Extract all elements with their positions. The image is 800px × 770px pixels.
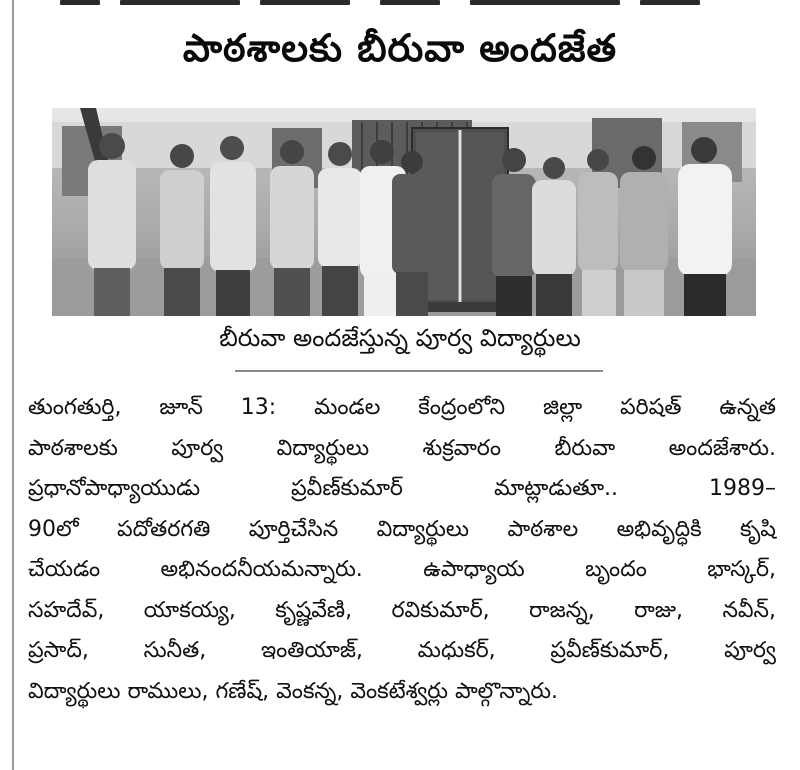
body-line: 90లో పదోతరగతి పూర్తిచేసిన విద్యార్థులు పాఠశాల అభివృద్ధికి కృషి — [28, 516, 776, 542]
article-body — [28, 388, 776, 712]
previous-article-text-fragment — [60, 0, 700, 6]
body-line: ప్రధానోపాధ్యాయుడు ప్రవీణ్‌కుమార్ మాట్లాడుతూ.. 1989– — [28, 476, 776, 501]
news-photo — [52, 108, 756, 316]
caption-divider — [235, 370, 603, 372]
body-line: ప్రసాద్, సునీత, ఇంతియాజ్, మధుకర్, ప్రవీణ్‌కుమార్, పూర్వ — [28, 638, 776, 663]
group-photo-illustration — [52, 108, 756, 316]
photo-caption: బీరువా అందజేస్తున్న పూర్వ విద్యార్థులు — [219, 324, 581, 352]
article-headline: పాఠశాలకు బీరువా అందజేత — [182, 26, 618, 70]
body-line: చేయడం అభినందనీయమన్నారు. ఉపాధ్యాయ బృందం భాస్కర్, — [28, 557, 776, 582]
body-line: విద్యార్థులు రాములు, గణేష్, వెంకన్న, వెంకటేశ్వర్లు పాల్గొన్నారు. — [28, 678, 558, 704]
body-line: తుంగతుర్తి, జూన్ 13: మండల కేంద్రంలోని జిల్లా పరిషత్ ఉన్నత — [28, 395, 776, 420]
body-line: సహదేవ్, యాకయ్య, కృష్ణవేణి, రవికుమార్, రాజన్న, రాజు, నవీన్, — [28, 597, 776, 623]
column-divider — [12, 0, 14, 770]
body-line: పాఠశాలకు పూర్వ విద్యార్థులు శుక్రవారం బీరువా అందజేశారు. — [28, 435, 776, 461]
